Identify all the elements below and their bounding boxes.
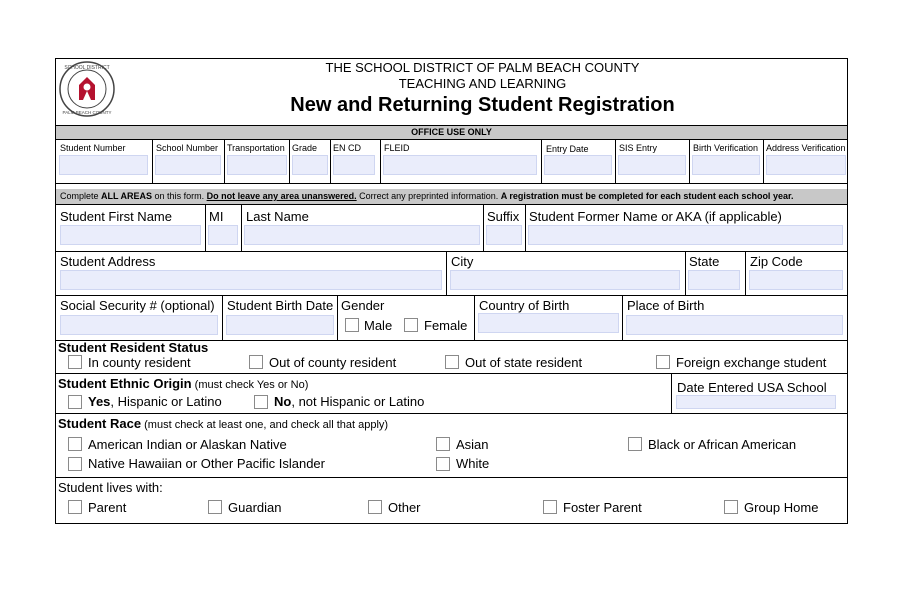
native-hawaiian-label: Native Hawaiian or Other Pacific Islander xyxy=(88,456,325,471)
foster-parent-checkbox[interactable] xyxy=(543,500,557,514)
registration-form xyxy=(55,58,848,524)
out-of-county-checkbox[interactable] xyxy=(249,355,263,369)
ethnic-origin-heading: Student Ethnic Origin (must check Yes or No) xyxy=(58,376,309,391)
page-title: New and Returning Student Registration xyxy=(290,94,675,116)
american-indian-label: American Indian or Alaskan Native xyxy=(88,437,287,452)
entry-date-label: Entry Date xyxy=(546,144,589,154)
race-heading: Student Race (must check at least one, and check all that apply) xyxy=(58,416,389,431)
entry-date-field[interactable] xyxy=(544,155,612,175)
school-number-label: School Number xyxy=(156,143,219,153)
last-name-label: Last Name xyxy=(246,209,309,224)
date-entered-field[interactable] xyxy=(676,395,836,409)
student-number-label: Student Number xyxy=(60,143,126,153)
suffix-field[interactable] xyxy=(486,225,522,245)
out-of-state-label: Out of state resident xyxy=(465,355,583,370)
group-home-label: Group Home xyxy=(744,500,819,515)
country-of-birth-label: Country of Birth xyxy=(479,298,570,313)
former-name-label: Student Former Name or AKA (if applicable) xyxy=(529,209,782,224)
district-name: THE SCHOOL DISTRICT OF PALM BEACH COUNTY xyxy=(325,60,640,75)
hispanic-no-checkbox[interactable] xyxy=(254,395,268,409)
last-name-field[interactable] xyxy=(244,225,480,245)
native-hawaiian-checkbox[interactable] xyxy=(68,457,82,471)
american-indian-checkbox[interactable] xyxy=(68,437,82,451)
out-of-county-label: Out of county resident xyxy=(269,355,397,370)
birth-verification-label: Birth Verification xyxy=(693,143,759,153)
male-checkbox[interactable] xyxy=(345,318,359,332)
sis-entry-field[interactable] xyxy=(618,155,686,175)
other-label: Other xyxy=(388,500,421,515)
lives-with-heading: Student lives with: xyxy=(58,480,163,495)
hispanic-yes-label: Yes, Hispanic or Latino xyxy=(88,394,222,409)
grade-field[interactable] xyxy=(292,155,328,175)
female-label: Female xyxy=(424,318,468,333)
female-checkbox[interactable] xyxy=(404,318,418,332)
group-home-checkbox[interactable] xyxy=(724,500,738,514)
first-name-label: Student First Name xyxy=(60,209,172,224)
parent-checkbox[interactable] xyxy=(68,500,82,514)
gender-label: Gender xyxy=(341,298,385,313)
address-label: Student Address xyxy=(60,254,156,269)
mi-field[interactable] xyxy=(208,225,238,245)
en-cd-label: EN CD xyxy=(333,143,362,153)
school-number-field[interactable] xyxy=(155,155,221,175)
grade-label: Grade xyxy=(292,143,318,153)
address-field[interactable] xyxy=(60,270,442,290)
office-use-label: OFFICE USE ONLY xyxy=(411,127,492,137)
hispanic-yes-checkbox[interactable] xyxy=(68,395,82,409)
office-use-bar xyxy=(56,126,847,139)
black-checkbox[interactable] xyxy=(628,437,642,451)
place-of-birth-field[interactable] xyxy=(626,315,843,335)
place-of-birth-label: Place of Birth xyxy=(627,298,705,313)
in-county-label: In county resident xyxy=(88,355,191,370)
svg-text:PALM BEACH COUNTY: PALM BEACH COUNTY xyxy=(62,110,112,115)
ssn-label: Social Security # (optional) xyxy=(60,298,215,313)
country-of-birth-field[interactable] xyxy=(478,313,619,333)
birth-date-field[interactable] xyxy=(226,315,334,335)
other-checkbox[interactable] xyxy=(368,500,382,514)
asian-label: Asian xyxy=(456,437,489,452)
out-of-state-checkbox[interactable] xyxy=(445,355,459,369)
state-label: State xyxy=(689,254,720,269)
address-verification-field[interactable] xyxy=(766,155,846,175)
resident-status-heading: Student Resident Status xyxy=(58,340,209,355)
instructions-text: Complete ALL AREAS on this form. Do not leave any area unanswered. Correct any preprinted information. A registration must be completed for each student each school year. xyxy=(60,191,794,201)
svg-text:SCHOOL DISTRICT: SCHOOL DISTRICT xyxy=(64,65,110,71)
en-cd-field[interactable] xyxy=(333,155,375,175)
guardian-checkbox[interactable] xyxy=(208,500,222,514)
department-name: TEACHING AND LEARNING xyxy=(398,76,567,91)
suffix-label: Suffix xyxy=(487,209,520,224)
state-field[interactable] xyxy=(688,270,740,290)
foster-parent-label: Foster Parent xyxy=(563,500,642,515)
city-field[interactable] xyxy=(450,270,680,290)
transportation-label: Transportation xyxy=(227,143,285,153)
zip-label: Zip Code xyxy=(750,254,803,269)
male-label: Male xyxy=(364,318,393,333)
parent-label: Parent xyxy=(88,500,127,515)
first-name-field[interactable] xyxy=(60,225,201,245)
instructions-bar xyxy=(56,189,847,204)
address-verification-label: Address Verification xyxy=(766,143,846,153)
zip-field[interactable] xyxy=(749,270,843,290)
transportation-field[interactable] xyxy=(227,155,287,175)
asian-checkbox[interactable] xyxy=(436,437,450,451)
birth-verification-field[interactable] xyxy=(692,155,760,175)
birth-date-label: Student Birth Date xyxy=(227,298,334,313)
student-number-field[interactable] xyxy=(59,155,148,175)
hispanic-no-label: No, not Hispanic or Latino xyxy=(274,394,425,409)
black-label: Black or African American xyxy=(648,437,797,452)
white-label: White xyxy=(456,456,490,471)
mi-label: MI xyxy=(209,209,224,224)
white-checkbox[interactable] xyxy=(436,457,450,471)
date-entered-label: Date Entered USA School xyxy=(677,380,827,395)
sis-entry-label: SIS Entry xyxy=(619,143,658,153)
city-label: City xyxy=(451,254,474,269)
fleid-field[interactable] xyxy=(383,155,537,175)
fleid-label: FLEID xyxy=(384,143,410,153)
guardian-label: Guardian xyxy=(228,500,282,515)
in-county-checkbox[interactable] xyxy=(68,355,82,369)
ssn-field[interactable] xyxy=(60,315,218,335)
foreign-exchange-label: Foreign exchange student xyxy=(676,355,827,370)
former-name-field[interactable] xyxy=(528,225,843,245)
foreign-exchange-checkbox[interactable] xyxy=(656,355,670,369)
